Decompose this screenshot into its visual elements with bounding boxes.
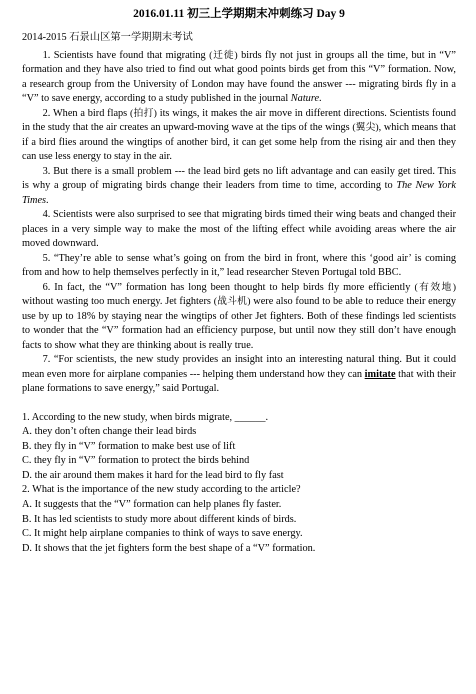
paragraph-3 bbox=[22, 165, 456, 209]
passage bbox=[22, 49, 456, 397]
option-d: D. It shows that the jet fighters form the best shape of a “V” formation. bbox=[22, 542, 316, 554]
paragraph-text: 7. “For scientists, the new study provides an insight into an interesting natural thing. But it could mean even more for airplane companies --- helping them understand how they can bbox=[22, 354, 456, 380]
option-b: B. they fly in “V” formation to make best use of lift bbox=[22, 440, 236, 452]
chinese-gloss: (迁徙) bbox=[209, 49, 238, 61]
option-d: D. the air around them makes it hard for the lead bird to fly fast bbox=[22, 469, 284, 481]
paragraph-6 bbox=[22, 281, 456, 354]
paragraph-text: , which means that if a bird flies around the wingtips of another bird, it can get some help from the rising air and then they can use less energy to stay in the air. bbox=[22, 122, 456, 162]
question-1 bbox=[22, 411, 456, 484]
option-b: B. It has led scientists to study more about different kinds of birds. bbox=[22, 513, 297, 525]
paragraph-text: . bbox=[46, 194, 49, 206]
option-a: A. they don’t often change their lead birds bbox=[22, 426, 197, 438]
page-title: 2016.01.11 初三上学期期末冲刺练习 Day 9 bbox=[133, 8, 345, 20]
paragraph-text: 1. Scientists have found that migrating bbox=[42, 49, 210, 61]
newspaper-name: The New York Times bbox=[22, 180, 456, 206]
journal-name: Nature bbox=[290, 93, 320, 104]
paragraph-text: were also found to be able to reduce their energy use by up to 18% by staying near the wingtips of other Jet fighters. Both of these findings led scientists to wonder that the “V” formation had an efficiency purpose, but until now they still don’t have enough facts to show what they are thinking about is really true. bbox=[22, 296, 456, 351]
underlined-word: imitate bbox=[364, 368, 396, 380]
chinese-gloss: (有效地) bbox=[414, 281, 457, 293]
option-a: A. It suggests that the “V” formation can help planes fly faster. bbox=[22, 499, 282, 511]
paragraph-text: 3. But there is a small problem --- the lead bird gets no lift advantage and can easily get tired. This is why a group of migrating birds change their leaders from time to time, according to bbox=[22, 165, 456, 191]
chinese-gloss: (战斗机) bbox=[213, 296, 251, 307]
question-2 bbox=[22, 483, 456, 556]
option-c: C. they fly in “V” formation to protect the birds behind bbox=[22, 455, 250, 467]
exam-source: 2014-2015 石景山区第一学期期末考试 bbox=[22, 32, 193, 43]
question-stem: 1. According to the new study, when birds migrate, ______. bbox=[22, 411, 269, 423]
question-stem: 2. What is the importance of the new study according to the article? bbox=[22, 484, 301, 496]
paragraph-4: 4. Scientists were also surprised to see that migrating birds timed their wing beats and changed their places in a very simple way to make the most of the lifting effect while avoiding areas where the air moved downward. bbox=[22, 209, 456, 249]
paragraph-text: 6. In fact, the “V” formation has long been thought to help birds fly more efficiently bbox=[42, 281, 415, 293]
paragraph-7 bbox=[22, 353, 456, 397]
question-section bbox=[22, 411, 456, 557]
paragraph-text: its wings, it makes the air move in different directions. Scientists found in the study that the air creates an upward-moving wave at the tips of the wings bbox=[22, 107, 456, 133]
option-c: C. It might help airplane companies to think of ways to save energy. bbox=[22, 528, 303, 540]
paragraph-2 bbox=[22, 107, 456, 165]
chinese-gloss: (翼尖) bbox=[352, 122, 379, 133]
paragraph-text: birds fly not just in groups all the time, but in “V” formation and they have also tried to find out what good points birds get from this “V” formation. Now, a research group from the University of London may have found the answer --- migrating birds fly in a “V” to save energy, according to a study published in the journal bbox=[22, 49, 456, 104]
paragraph-text: . bbox=[319, 93, 322, 104]
paragraph-1 bbox=[22, 49, 456, 107]
paragraph-5: 5. “They’re able to sense what’s going on from the bird in front, where this ‘good air’ is coming from and how to help themselves perfectly in it,” lead researcher Steven Portugal told BBC. bbox=[22, 252, 456, 278]
paragraph-text: that with their plane formations to save energy,” said Portugal. bbox=[22, 368, 456, 394]
paragraph-text: without wasting too much energy. Jet fighters bbox=[22, 296, 214, 307]
chinese-gloss: (拍打) bbox=[130, 107, 157, 119]
paragraph-text: 2. When a bird flaps bbox=[42, 107, 131, 119]
